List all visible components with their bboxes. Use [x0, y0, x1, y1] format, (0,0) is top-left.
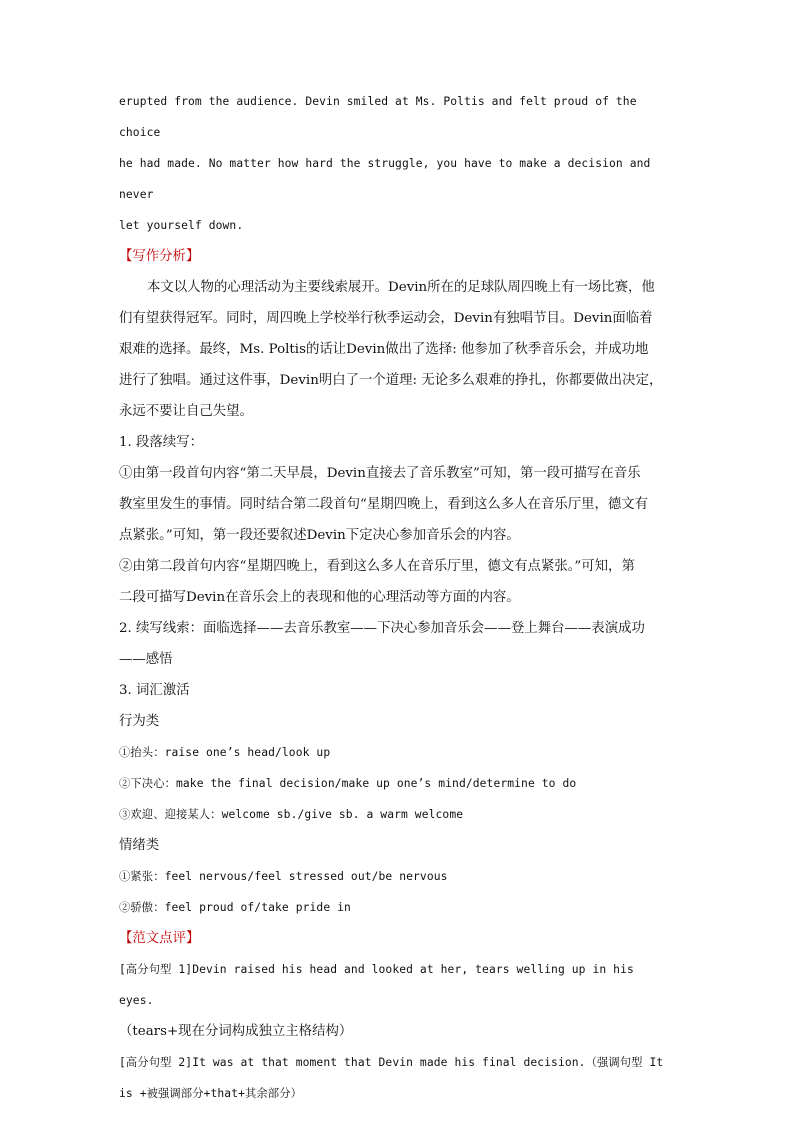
review-line-3: [高分句型 2]It was at that moment that Devin made his final decision.（强调句型 It: [119, 1056, 664, 1069]
vocab-item: ①抬头：raise one’s head/look up: [119, 746, 331, 759]
review-line-4: is +被强调部分+that+其余部分）: [119, 1087, 302, 1100]
intro-line-2: he had made. No matter how hard the struggle, you have to make a decision and never: [119, 157, 651, 201]
vocab-item: ①紧张：feel nervous/feel stressed out/be nervous: [119, 870, 448, 883]
vocab-item: ③欢迎、迎接某人：welcome sb./give sb. a warm welcome: [119, 808, 464, 821]
analysis-line-5: 永远不要让自己失望。: [119, 404, 253, 419]
item-3-title: 3. 词汇激活: [119, 683, 190, 698]
item-2-line-1: 2. 续写线索：面临选择——去音乐教室——下决心参加音乐会——登上舞台——表演成功: [119, 621, 645, 636]
item-1-line-4: ②由第二段首句内容“星期四晚上，看到这么多人在音乐厅里，德文有点紧张。”可知，第: [119, 559, 635, 574]
vocab-item: ②下决心：make the final decision/make up one’s mind/determine to do: [119, 777, 577, 790]
document-page: [119, 86, 675, 1109]
item-1-line-5: 二段可描写Devin在音乐会上的表现和他的心理活动等方面的内容。: [119, 590, 520, 605]
analysis-line-1: 本文以人物的心理活动为主要线索展开。Devin所在的足球队周四晚上有一场比赛，他: [147, 280, 655, 295]
intro-line-3: let yourself down.: [119, 219, 244, 232]
intro-line-1: erupted from the audience. Devin smiled at Ms. Poltis and felt proud of the choice: [119, 95, 637, 139]
section-heading-writing-analysis: 【写作分析】: [119, 249, 200, 264]
analysis-line-2: 们有望获得冠军。同时，周四晚上学校举行秋季运动会，Devin有独唱节目。Devin面临着: [119, 311, 653, 326]
review-line-2: （tears+现在分词构成独立主格结构）: [119, 1024, 353, 1039]
item-1-line-2: 教室里发生的事情。同时结合第二段首句“星期四晚上，看到这么多人在音乐厅里，德文有: [119, 497, 649, 512]
review-line-1: [高分句型 1]Devin raised his head and looked at her, tears welling up in his eyes.: [119, 963, 634, 1007]
item-1-line-1: ①由第一段首句内容“第二天早晨，Devin直接去了音乐教室”可知，第一段可描写在音乐: [119, 466, 641, 481]
analysis-line-3: 艰难的选择。最终，Ms. Poltis的话让Devin做出了选择: 他参加了秋季音乐会，并成功地: [119, 342, 649, 357]
vocab-category-actions: 行为类: [119, 714, 160, 729]
vocab-item: ②骄傲：feel proud of/take pride in: [119, 901, 351, 914]
analysis-line-4: 进行了独唱。通过这件事，Devin明白了一个道理: 无论多么艰难的挣扎，你都要做出决定，: [119, 373, 663, 388]
section-heading-model-review: 【范文点评】: [119, 931, 200, 946]
item-1-title: 1. 段落续写：: [119, 435, 203, 450]
item-2-line-2: ——感悟: [119, 652, 173, 667]
item-1-line-3: 点紧张。”可知，第一段还要叙述Devin下定决心参加音乐会的内容。: [119, 528, 520, 543]
vocab-category-emotions: 情绪类: [119, 838, 160, 853]
